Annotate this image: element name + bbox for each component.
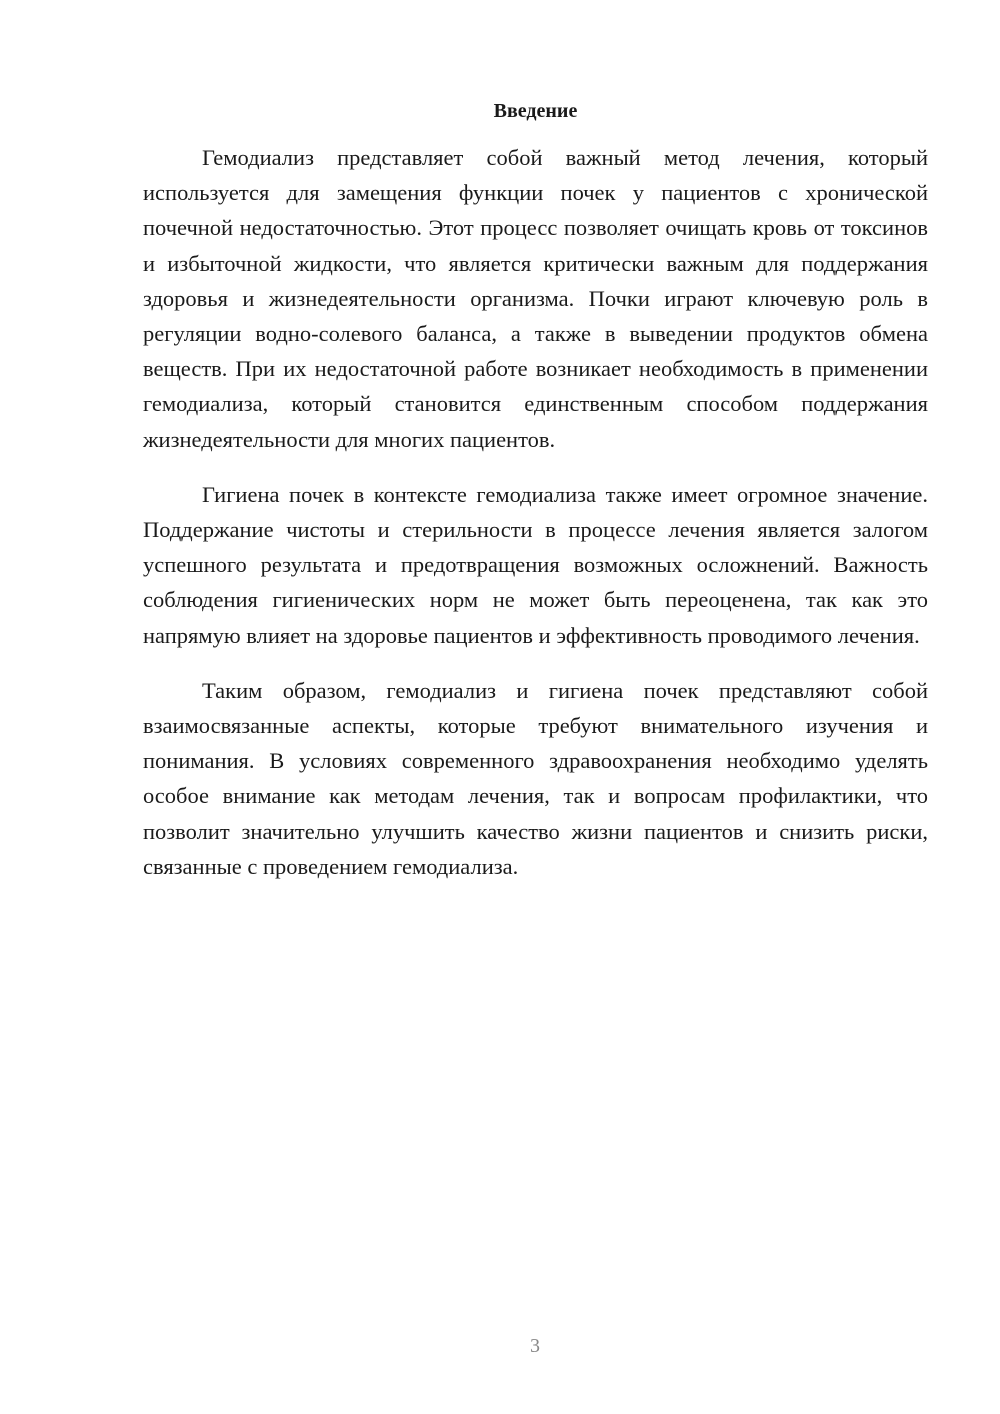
- paragraph-1: Гемодиализ представляет собой важный метод лечения, который используется для замещения функции почек у пациентов с хронической почечной недостаточностью. Этот процесс позволяет очищать кровь от токсинов и избыточной жидкости, что является критически важным для поддержания здоровья и жизнедеятельности организма. Почки играют ключевую роль в регуляции водно-солевого баланса, а также в выведении продуктов обмена веществ. При их недостаточной работе возникает необходимость в применении гемодиализа, который становится единственным способом поддержания жизнедеятельности для многих пациентов.: [143, 145, 928, 452]
- section-heading: Введение: [493, 100, 578, 122]
- body-text: [143, 140, 928, 884]
- page-number: 3: [530, 1335, 540, 1357]
- paragraph-2: Гигиена почек в контексте гемодиализа также имеет огромное значение. Поддержание чистоты и стерильности в процессе лечения является залогом успешного результата и предотвращения возможных осложнений. Важность соблюдения гигиенических норм не может быть переоценена, так как это напрямую влияет на здоровье пациентов и эффективность проводимого лечения.: [143, 481, 928, 648]
- paragraph-3: Таким образом, гемодиализ и гигиена почек представляют собой взаимосвязанные аспекты, которые требуют внимательного изучения и понимания. В условиях современного здравоохранения необходимо уделять особое внимание как методам лечения, так и вопросам профилактики, что позволит значительно улучшить качество жизни пациентов и снизить риски, связанные с проведением гемодиализа.: [143, 677, 928, 879]
